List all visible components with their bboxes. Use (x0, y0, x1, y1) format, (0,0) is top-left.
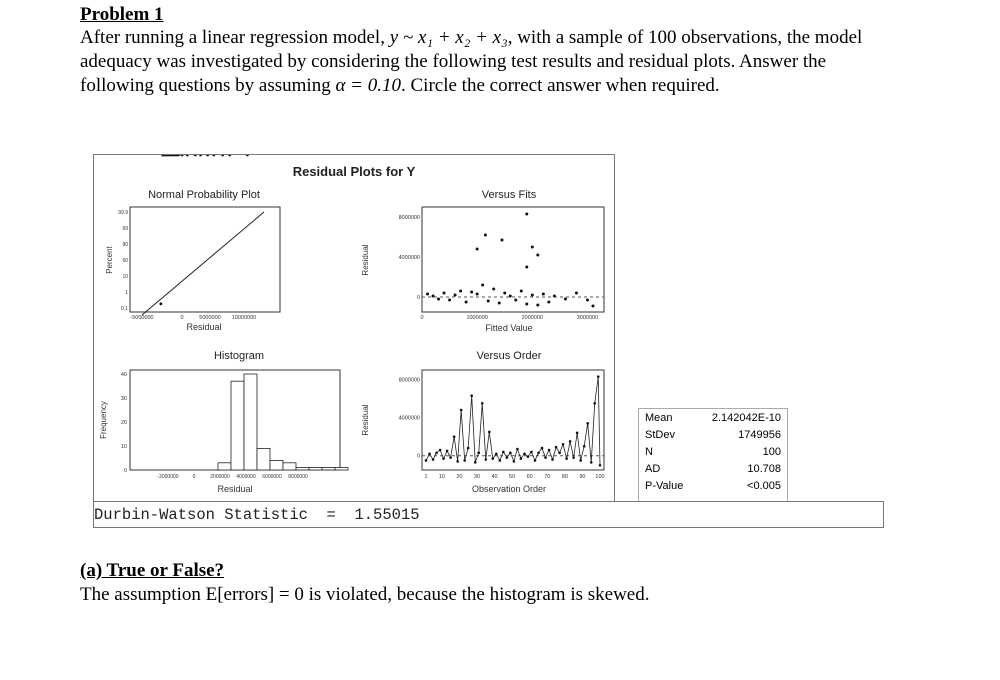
order-point (456, 460, 459, 463)
order-point (562, 443, 565, 446)
stats-label: StDev (645, 428, 675, 441)
problem-title: Problem 1 (80, 4, 164, 25)
npp-xtick-label: -5000000 (130, 315, 154, 321)
fits-point (481, 284, 484, 287)
order-point (499, 459, 502, 462)
order-point (425, 459, 428, 462)
hist-bar (322, 468, 335, 470)
npp-point (212, 155, 215, 156)
npp-point (177, 155, 180, 156)
hist-bar (335, 468, 348, 470)
order-point (481, 402, 484, 405)
npp-point (221, 155, 224, 156)
fits-point (432, 295, 435, 298)
order-point (449, 456, 452, 459)
hist-bar (231, 381, 244, 470)
fits-ytick-label: 8000000 (398, 215, 420, 221)
order-point (565, 457, 568, 460)
hist-ytick-label: 0 (123, 468, 127, 474)
question-a-text: The assumption E[errors] = 0 is violated, because the histogram is skewed. (80, 584, 650, 605)
order-point (474, 461, 477, 464)
order-point (439, 449, 442, 452)
hist-xlabel: Residual (217, 484, 253, 494)
order-xtick-label: 80 (561, 474, 568, 480)
npp-point (206, 155, 209, 156)
fits-point (448, 299, 451, 302)
order-point (442, 457, 445, 460)
order-point (477, 452, 480, 455)
order-point (527, 455, 530, 458)
npp-ytick-label: 50 (122, 258, 128, 264)
fits-point (443, 292, 446, 295)
stats-row (639, 409, 787, 426)
fits-ytick-label: 0 (416, 295, 420, 301)
fits-point (575, 292, 578, 295)
hist-xtick-label: 8000000 (288, 474, 308, 480)
stats-label: P-Value (645, 479, 684, 492)
stats-row (639, 477, 787, 494)
stats-value: 100 (762, 445, 781, 458)
npp-point (181, 155, 184, 156)
fits-xtick-label: 1000000 (466, 315, 488, 321)
order-point (555, 446, 558, 449)
hist-ytick-label: 30 (120, 396, 127, 402)
normality-stats-table (639, 409, 787, 494)
fits-point (454, 294, 457, 297)
npp-ytick-label: 99.9 (118, 210, 128, 216)
order-point (509, 452, 512, 455)
model-formula: y ~ x₁ + x₂ + x₃ (389, 27, 508, 48)
order-point (460, 409, 463, 412)
residual-plots-figure (93, 154, 615, 502)
npp-ytick-label: 90 (122, 242, 128, 248)
order-xtick-label: 100 (595, 474, 605, 480)
order-point (534, 459, 537, 462)
stats-value: <0.005 (747, 479, 781, 492)
order-point (516, 448, 519, 451)
durbin-watson-box (93, 501, 884, 528)
hist-title: Histogram (213, 350, 265, 362)
stats-label: Mean (645, 411, 673, 424)
fits-ylabel: Residual (361, 244, 370, 276)
fits-point (586, 299, 589, 302)
stats-row (639, 443, 787, 460)
order-point (470, 394, 473, 397)
fits-point (520, 290, 523, 293)
order-point (453, 435, 456, 438)
order-point (428, 453, 431, 456)
fits-point (498, 302, 501, 305)
fits-point (536, 304, 539, 307)
fits-point (484, 234, 487, 237)
stats-row (639, 426, 787, 443)
fits-ytick-label: 4000000 (398, 255, 420, 261)
fits-point (437, 298, 440, 301)
hist-ylabel: Frequency (99, 401, 108, 439)
order-point (593, 402, 596, 405)
hist-xtick-label: 6000000 (262, 474, 282, 480)
fits-point (509, 295, 512, 298)
order-point (572, 456, 575, 459)
fits-point (470, 291, 473, 294)
order-point (551, 458, 554, 461)
hist-bar (244, 374, 257, 470)
order-point (432, 458, 435, 461)
fits-title: Versus Fits (481, 189, 537, 201)
hist-bar (257, 448, 270, 470)
fits-frame (422, 207, 604, 312)
npp-ytick-label: 10 (122, 274, 128, 280)
stats-value: 2.142042E-10 (711, 411, 781, 424)
order-xtick-label: 50 (509, 474, 516, 480)
order-xtick-label: 10 (438, 474, 445, 480)
order-point (467, 447, 470, 450)
npp-frame (130, 207, 280, 312)
hist-xtick-label: 0 (192, 474, 196, 480)
order-point (537, 452, 540, 455)
fits-point (503, 292, 506, 295)
order-point (569, 440, 572, 443)
order-point (523, 453, 526, 456)
order-xtick-label: 1 (424, 474, 428, 480)
intro-text-2: , with a sample of 100 observations, the model adequacy was investigated by considering the following test results and residual plots. Answer the following questions by assuming (80, 27, 863, 96)
intro-text-1: After running a linear regression model, (80, 27, 385, 48)
order-point (446, 450, 449, 453)
hist-bar (296, 468, 309, 470)
durbin-watson-statistic: Durbin-Watson Statistic = 1.55015 (94, 506, 420, 524)
order-point (495, 453, 498, 456)
order-ytick-label: 0 (416, 453, 420, 460)
npp-point (159, 302, 162, 305)
fits-point (547, 301, 550, 304)
npp-xtick-label: 0 (180, 315, 184, 321)
fits-point (514, 299, 517, 302)
fits-point (492, 288, 495, 291)
order-ylabel: Residual (361, 404, 370, 436)
problem-statement (80, 26, 900, 98)
order-xtick-label: 90 (579, 474, 586, 480)
hist-bar (218, 463, 231, 470)
order-point (463, 459, 466, 462)
fits-point (487, 300, 490, 303)
order-point (558, 452, 561, 455)
npp-title: Normal Probability Plot (148, 189, 260, 201)
fits-point (500, 239, 503, 242)
npp-point (246, 155, 249, 156)
order-ytick-label: 8000000 (398, 377, 420, 384)
order-point (548, 449, 551, 452)
order-point (599, 464, 602, 467)
order-point (530, 451, 533, 454)
npp-point (194, 155, 197, 156)
order-point (579, 459, 582, 462)
npp-point (199, 155, 202, 156)
npp-ytick-label: 99 (122, 226, 128, 232)
order-xtick-label: 30 (473, 474, 481, 480)
hist-ytick-label: 20 (120, 420, 127, 426)
stats-label: N (645, 445, 653, 458)
fits-xtick-label: 2000000 (521, 315, 544, 321)
hist-bar (309, 468, 322, 470)
npp-ytick-label: 1 (125, 290, 128, 296)
order-point (491, 457, 494, 460)
npp-ylabel: Percent (105, 246, 114, 274)
fits-point (531, 294, 534, 297)
hist-xtick-label: 4000000 (236, 474, 256, 480)
fits-xlabel: Fitted Value (485, 323, 533, 333)
fits-point (476, 248, 479, 251)
order-xtick-label: 70 (544, 474, 551, 480)
fits-point (525, 266, 528, 269)
order-point (502, 451, 505, 454)
stats-value: 10.708 (747, 462, 781, 475)
stats-label: AD (645, 462, 661, 475)
order-xlabel: Observation Order (471, 484, 547, 494)
question-a-heading: (a) True or False? (80, 560, 225, 581)
fits-xtick-label: 3000000 (576, 315, 599, 321)
order-point (590, 461, 593, 464)
order-xtick-label: 60 (526, 474, 533, 480)
order-xtick-label: 40 (491, 474, 498, 480)
npp-point (228, 155, 231, 156)
order-point (513, 460, 516, 463)
intro-text-3: . Circle the correct answer when required. (401, 75, 720, 96)
hist-ytick-label: 10 (120, 444, 127, 450)
order-ytick-label: 4000000 (398, 415, 420, 422)
npp-ytick-label: 0.1 (121, 306, 128, 312)
fits-point (476, 293, 479, 296)
fits-point (542, 293, 545, 296)
order-point (541, 447, 544, 450)
order-point (506, 456, 509, 459)
order-point (583, 445, 586, 448)
hist-xtick-label: -2000000 (157, 474, 179, 480)
hist-ytick-label: 40 (120, 372, 127, 378)
fits-point (591, 305, 594, 308)
order-point (576, 432, 579, 435)
fits-point (553, 295, 556, 298)
fits-point (525, 213, 528, 216)
npp-xtick-label: 5000000 (199, 315, 221, 321)
npp-point (186, 155, 189, 156)
fits-point (426, 293, 429, 296)
order-point (484, 458, 487, 461)
alpha-value: α = 0.10 (335, 75, 401, 96)
normality-stats-box (638, 408, 788, 502)
order-xtick-label: 20 (456, 474, 463, 480)
fits-xtick-label: 0 (420, 315, 424, 321)
fits-point (525, 303, 528, 306)
fits-point (465, 301, 468, 304)
figure-title: Residual Plots for Y (292, 164, 416, 179)
fits-point (536, 254, 539, 257)
order-point (597, 375, 600, 378)
order-point (586, 422, 589, 425)
stats-value: 1749956 (738, 428, 781, 441)
npp-xlabel: Residual (186, 322, 222, 332)
order-point (544, 456, 547, 459)
order-title: Versus Order (476, 350, 542, 362)
fits-point (459, 290, 462, 293)
stats-row (639, 460, 787, 477)
order-point (435, 452, 438, 455)
hist-bar (270, 460, 283, 470)
order-point (520, 457, 523, 460)
npp-xtick-label: 10000000 (231, 315, 257, 321)
residual-plots-svg (94, 155, 614, 501)
hist-bar (283, 463, 296, 470)
fits-point (564, 298, 567, 301)
order-point (488, 431, 491, 434)
hist-xtick-label: 2000000 (210, 474, 230, 480)
fits-point (531, 246, 534, 249)
